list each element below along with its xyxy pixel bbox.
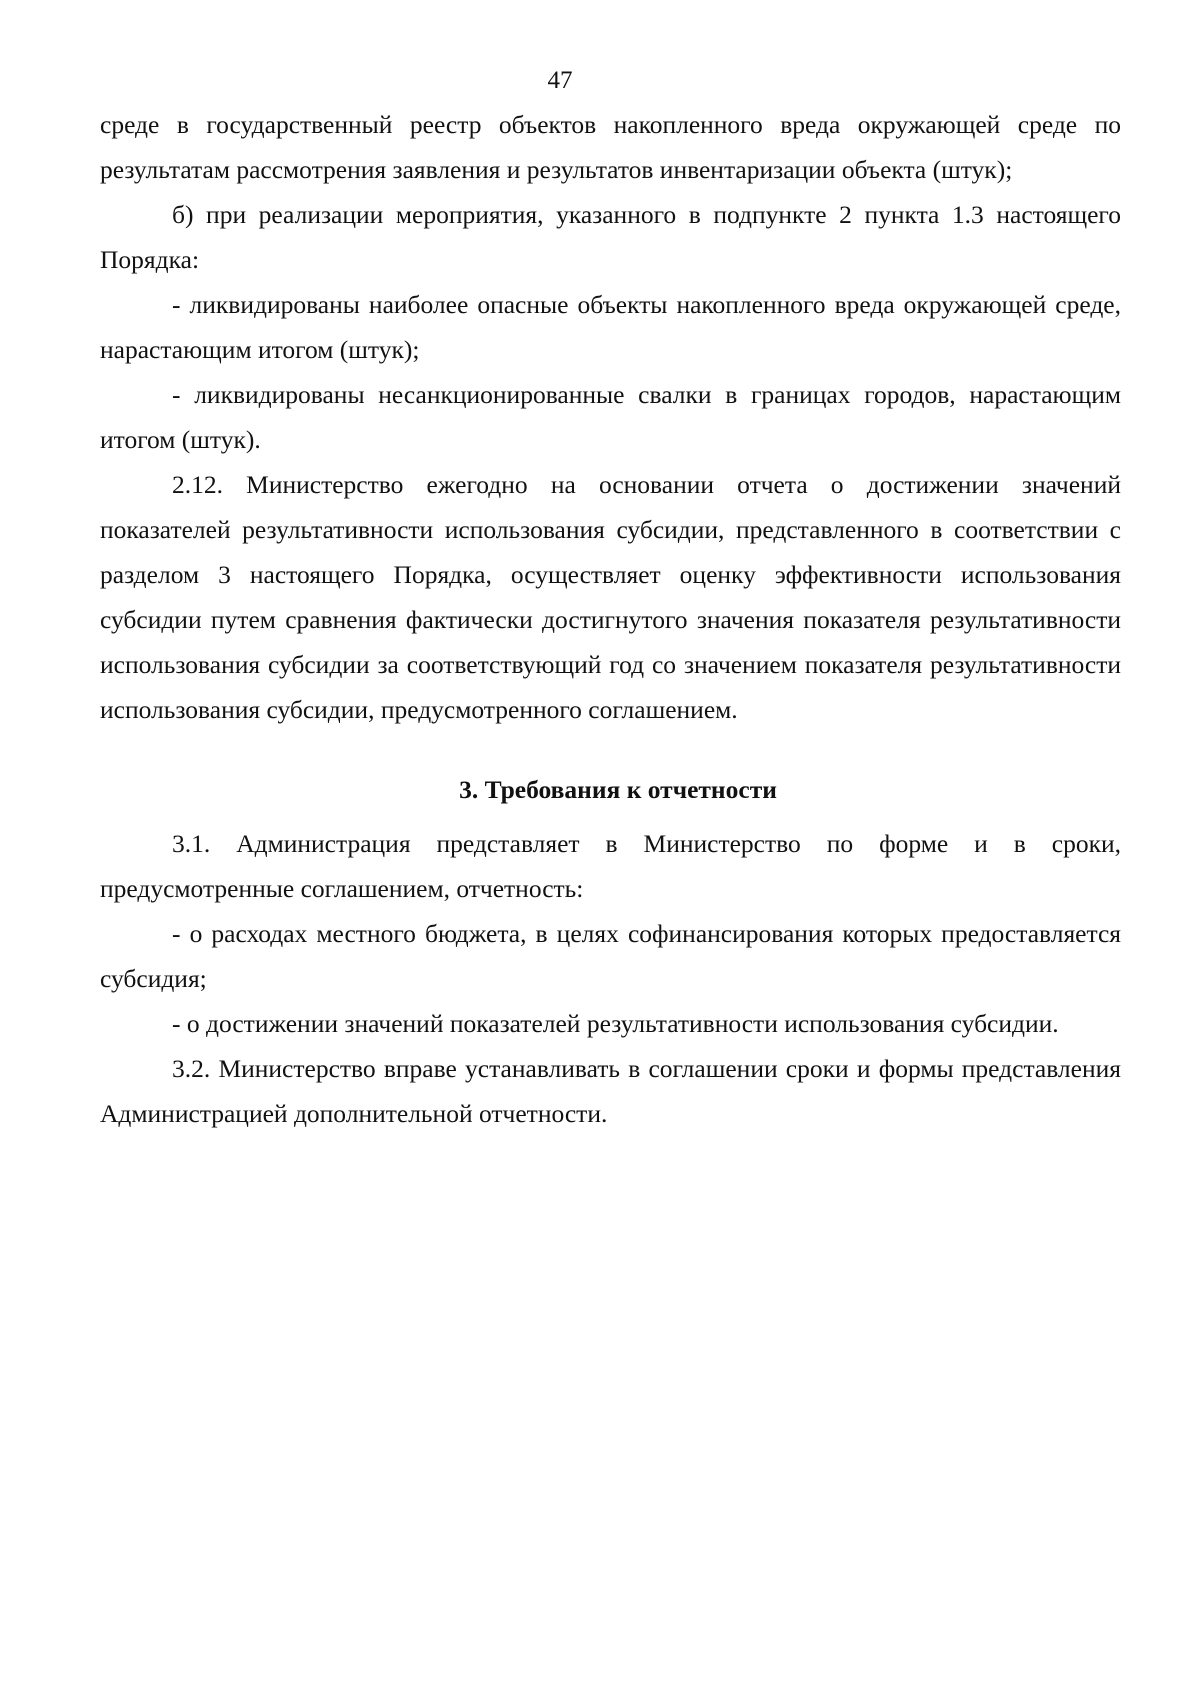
paragraph-3-1: 3.1. Администрация представляет в Министерство по форме и в сроки, предусмотренные соглашением, отчетность:	[100, 829, 1121, 903]
paragraph-2-12: 2.12. Министерство ежегодно на основании отчета о достижении значений показателей результативности использования субсидии, представленного в соответствии с разделом 3 настоящего Порядка, осуществляет оценку эффективности использования субсидии путем сравнения фактически достигнутого значения показателя результативности использования субсидии за соответствующий год со значением показателя результативности использования субсидии, предусмотренного соглашением.	[100, 470, 1121, 724]
paragraph-continuation: среде в государственный реестр объектов накопленного вреда окружающей среде по результатам рассмотрения заявления и результатов инвентаризации объекта (штук);	[100, 110, 1121, 184]
paragraph-b: б) при реализации мероприятия, указанного в подпункте 2 пункта 1.3 настоящего Порядка:	[100, 200, 1121, 274]
list-item-liquidated-dumps: - ликвидированы несанкционированные свалки в границах городов, нарастающим итогом (штук).	[100, 380, 1121, 454]
document-body	[100, 102, 1121, 1136]
list-item-indicator-achievement: - о достижении значений показателей результативности использования субсидии.	[172, 1009, 1059, 1038]
list-item-local-budget-expenses: - о расходах местного бюджета, в целях софинансирования которых предоставляется субсидия;	[100, 919, 1121, 993]
section-3-heading: 3. Требования к отчетности	[459, 775, 777, 804]
list-item-liquidated-objects: - ликвидированы наиболее опасные объекты накопленного вреда окружающей среде, нарастающим итогом (штук);	[100, 290, 1121, 364]
page-number: 47	[547, 67, 573, 94]
paragraph-3-2: 3.2. Министерство вправе устанавливать в соглашении сроки и формы представления Администрацией дополнительной отчетности.	[100, 1054, 1121, 1128]
